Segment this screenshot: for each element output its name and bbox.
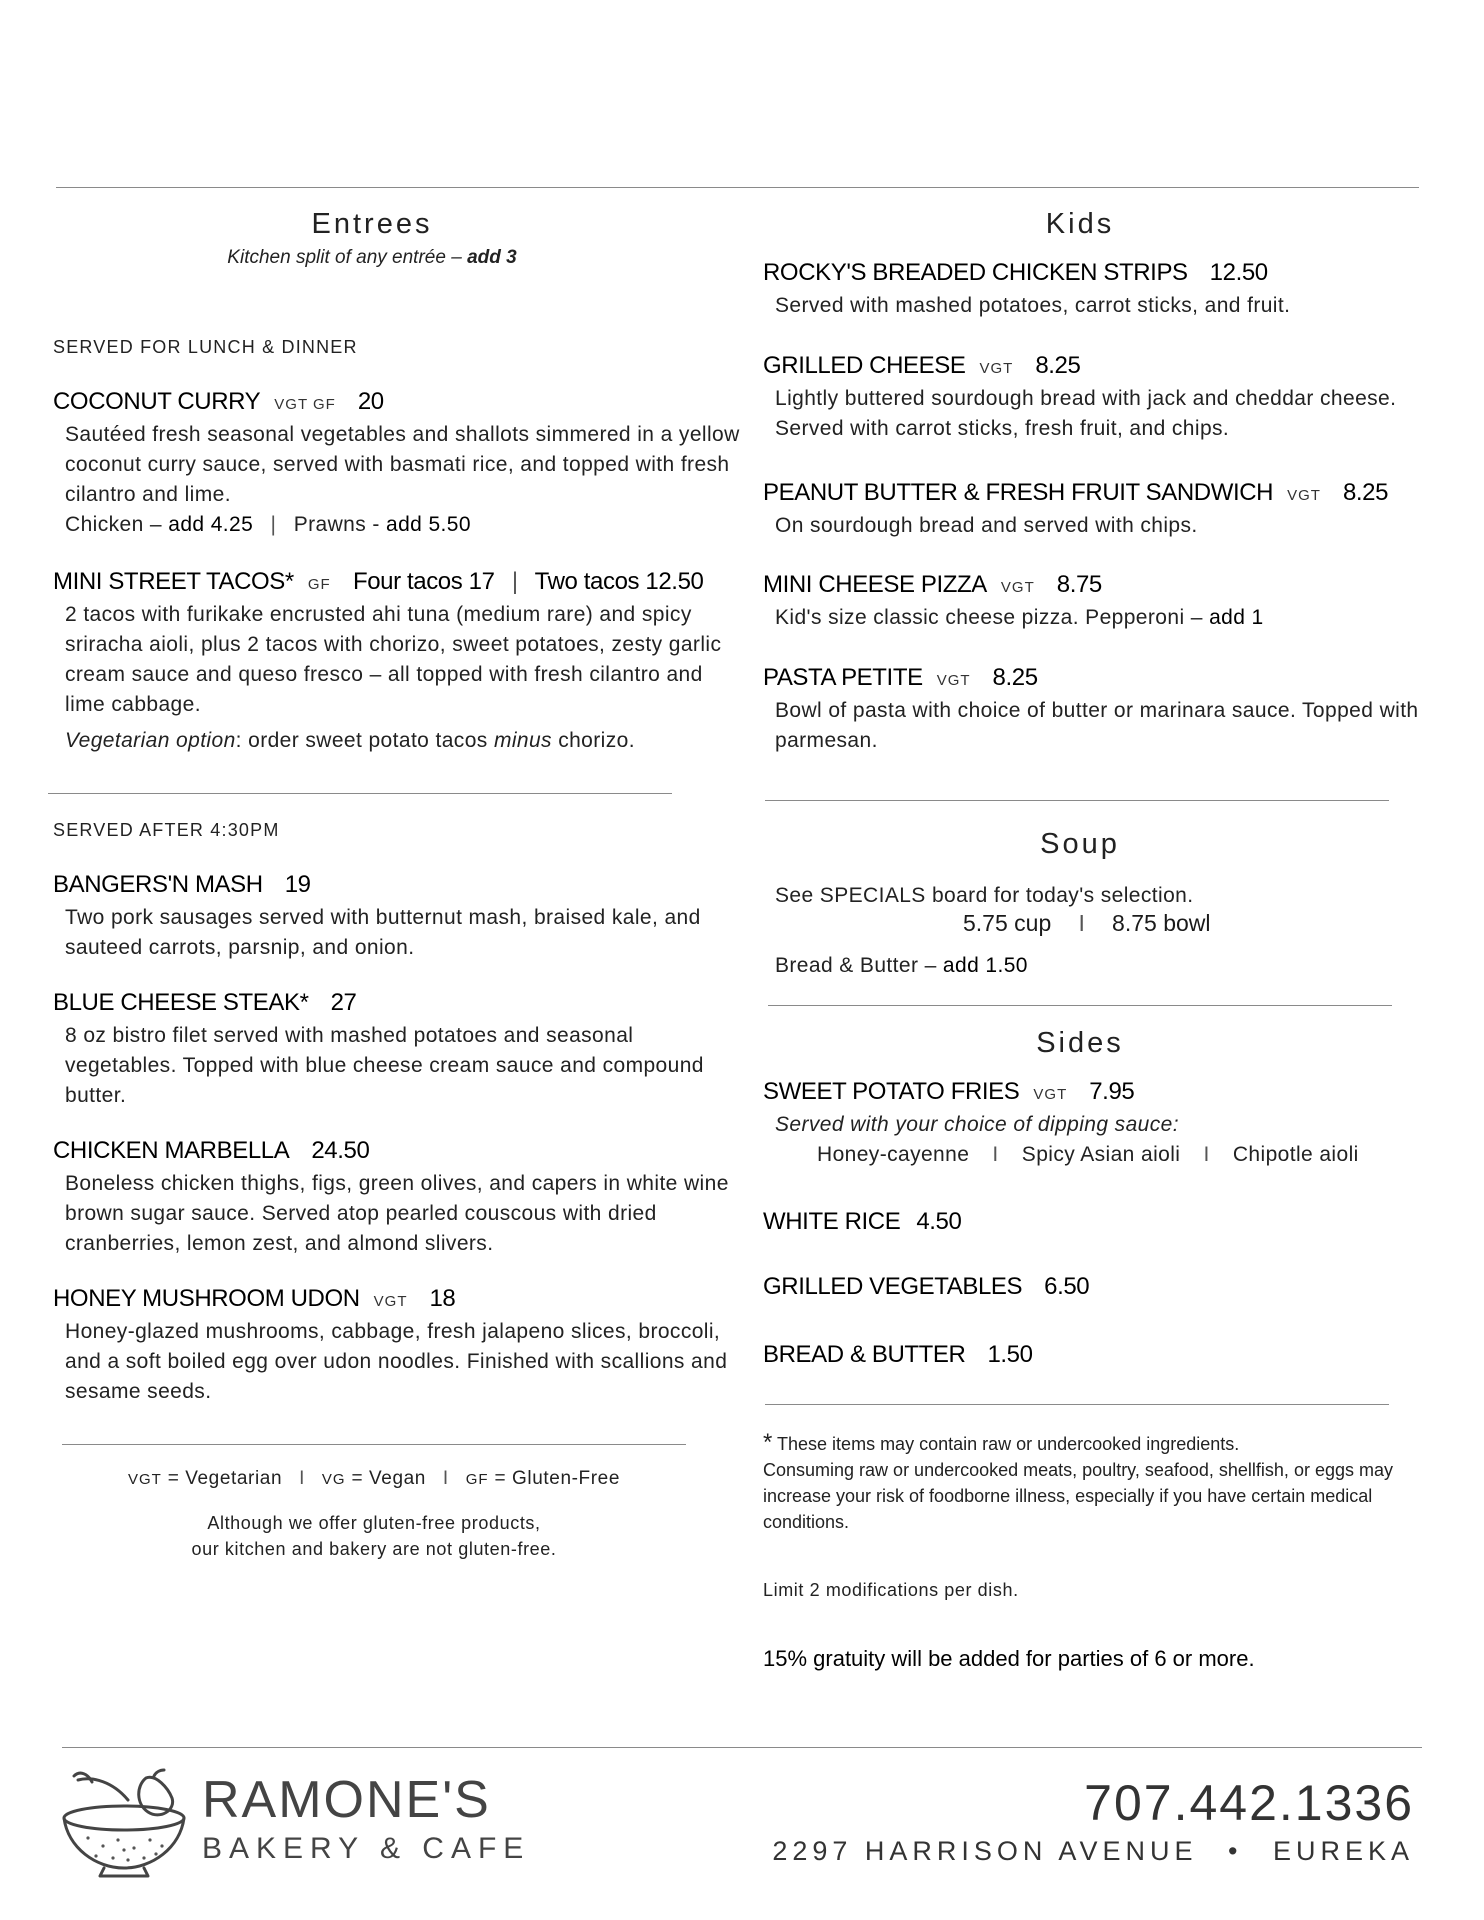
item-description: Two pork sausages served with butternut mash, braised kale, and sauteed carrots, parsnip, and onion. [65,906,701,959]
item-description: 2 tacos with furikake encrusted ahi tuna (medium rare) and spicy sriracha aioli, plus 2 tacos with chorizo, sweet potatoes, zesty garlic cream sauce and queso fresco – all topped with fresh cilantro and lime cabbage. [65,603,722,716]
item-description: Honey-glazed mushrooms, cabbage, fresh jalapeno slices, broccoli, and a soft boiled egg over udon noodles. Finished with scallions and sesame seeds. [65,1320,728,1403]
item-price: 7.95 [1089,1078,1135,1105]
modification-limit: Limit 2 modifications per dish. [763,1580,1019,1600]
item-price: 20 [357,388,384,415]
item-price: 24.50 [311,1137,370,1164]
item-name: MINI CHEESE PIZZA [763,571,987,598]
item-name: PEANUT BUTTER & FRESH FRUIT SANDWICH [763,479,1274,506]
item-price: 8.75 [1056,571,1102,598]
menu-item-mini-street-tacos: MINI STREET TACOS* GF Four tacos 17 | Two tacos 12.50 2 tacos with furikake encrusted ahi tuna (medium rare) and spicy sriracha aioli, plus 2 tacos with chorizo, sweet potatoes, zesty garlic cream sauce and queso fresco – all topped with fresh cilantro and lime cabbage. Vegetarian option: order sweet potato tacos minus chorizo. [53,568,743,756]
vegetarian-option: Vegetarian option: order sweet potato tacos minus chorizo. [65,729,635,752]
item-price: 6.50 [1044,1273,1090,1300]
item-description: Boneless chicken thighs, figs, green olives, and capers in white wine brown sugar sauce. Served atop pearled couscous with dried cranberries, lemon zest, and almond slivers. [65,1172,729,1255]
entrees-mid-divider [48,793,672,794]
diet-tag: VGT [979,360,1014,377]
item-description: Served with mashed potatoes, carrot sticks, and fruit. [775,294,1291,317]
logo-wordmark [202,1770,530,1866]
item-name: GRILLED VEGETABLES [763,1273,1023,1300]
item-name: MINI STREET TACOS* [53,568,294,595]
menu-item-chicken-marbella [53,1137,743,1259]
sides-notes-divider [765,1404,1389,1405]
menu-item-honey-mushroom-udon [53,1285,743,1407]
item-name: SWEET POTATO FRIES [763,1078,1020,1105]
menu-item-bread-butter [763,1341,1033,1369]
diet-tag: VGT [1033,1086,1068,1103]
soup-sides-divider [768,1005,1392,1006]
kids-soup-divider [765,800,1389,801]
item-name: HONEY MUSHROOM UDON [53,1285,360,1312]
soup-prices: 5.75 cup I 8.75 bowl [963,910,1211,936]
item-name: PASTA PETITE [763,664,923,691]
menu-item-blue-cheese-steak [53,989,743,1111]
diet-tag: VGT [1000,579,1035,596]
item-description: 8 oz bistro filet served with mashed potatoes and seasonal vegetables. Topped with blue cheese cream sauce and compound butter. [65,1024,704,1107]
menu-item-pbj-sandwich [763,479,1443,541]
item-price: 8.25 [992,664,1038,691]
item-description: Served with your choice of dipping sauce: [775,1113,1179,1136]
lunch-dinner-heading: SERVED FOR LUNCH & DINNER [53,337,358,357]
entrees-header [52,208,692,269]
menu-item-coconut-curry [53,388,743,540]
menu-item-sweet-potato-fries [763,1078,1443,1170]
footer-divider [62,1747,1422,1748]
item-description: Kid's size classic cheese pizza. Pepperoni – add 1 [775,606,1264,629]
item-name: BLUE CHEESE STEAK* [53,989,309,1016]
kids-title: Kids [1045,208,1115,240]
item-name: GRILLED CHEESE [763,352,966,379]
item-name: WHITE RICE [763,1208,901,1235]
after-430-heading: SERVED AFTER 4:30PM [53,820,280,840]
item-price: 18 [429,1285,456,1312]
diet-tag: VGT GF [274,396,336,413]
item-name: COCONUT CURRY [53,388,261,415]
diet-tag: VGT [1287,487,1321,504]
item-price: 12.50 [1209,259,1268,286]
menu-item-grilled-cheese [763,352,1423,444]
item-name: BANGERS'N MASH [53,871,263,898]
soup-bread-addon: Bread & Butter – add 1.50 [775,954,1028,977]
item-price: 19 [284,871,311,898]
diet-legend: VGT = Vegetarian I VG = Vegan I GF = Gluten-Free [127,1468,621,1489]
gratuity-notice: 15% gratuity will be added for parties of 6 or more. [763,1646,1255,1671]
item-description: Sautéed fresh seasonal vegetables and shallots simmered in a yellow coconut curry sauce, served with basmati rice, and topped with fresh cilantro and lime. Chicken – add 4.25 | Prawns - add 5.50 [65,423,740,536]
menu-item-pasta-petite [763,664,1423,756]
item-price: 27 [330,989,357,1016]
item-price: 8.25 [1035,352,1081,379]
item-name: BREAD & BUTTER [763,1341,966,1368]
address: 2297 HARRISON AVENUE • EUREKA [772,1836,1414,1866]
item-description: Lightly buttered sourdough bread with jack and cheddar cheese. Served with carrot sticks, fresh fruit, and chips. [775,387,1397,440]
soup-description: See SPECIALS board for today's selection. [775,884,1194,907]
soup-title: Soup [1040,828,1120,860]
entrees-title: Entrees [311,208,433,240]
item-price: 4.50 [916,1208,962,1235]
business-name: RAMONE'S [202,1771,491,1829]
menu-item-chicken-strips [763,259,1423,321]
item-price: 8.25 [1342,479,1389,506]
top-divider [56,187,1419,188]
sauce-options: Honey-cayenne I Spicy Asian aioli I Chipotle aioli [817,1143,1359,1166]
item-price: 17 [468,568,495,595]
item-price: 12.50 [645,568,704,595]
item-description: On sourdough bread and served with chips. [775,514,1198,537]
split-note: Kitchen split of any entrée – add 3 [227,247,517,268]
menu-item-grilled-vegetables [763,1273,1089,1301]
sides-title: Sides [1036,1027,1124,1059]
entrees-bottom-divider [62,1444,686,1445]
gluten-free-disclaimer: Although we offer gluten-free products, our kitchen and bakery are not gluten-free. [191,1513,557,1559]
bowl-logo-icon [58,1768,198,1878]
item-description: Bowl of pasta with choice of butter or marinara sauce. Topped with parmesan. [775,699,1419,752]
diet-tag: GF [307,576,331,593]
raw-food-warning: * These items may contain raw or undercooked ingredients. Consuming raw or undercooked meats, poultry, seafood, shellfish, or eggs may increase your risk of foodborne illness, especially if you have certain medical conditions. [763,1429,1393,1532]
diet-tag: VGT [373,1293,408,1310]
business-subtitle: BAKERY & CAFE [202,1832,531,1865]
item-price: 1.50 [987,1341,1033,1368]
diet-tag: VGT [936,672,971,689]
menu-item-bangers-mash [53,871,743,963]
phone-number: 707.442.1336 [1084,1775,1414,1831]
menu-item-white-rice [763,1208,961,1236]
item-name: CHICKEN MARBELLA [53,1137,290,1164]
menu-item-mini-cheese-pizza [763,571,1423,633]
item-name: ROCKY'S BREADED CHICKEN STRIPS [763,259,1188,286]
